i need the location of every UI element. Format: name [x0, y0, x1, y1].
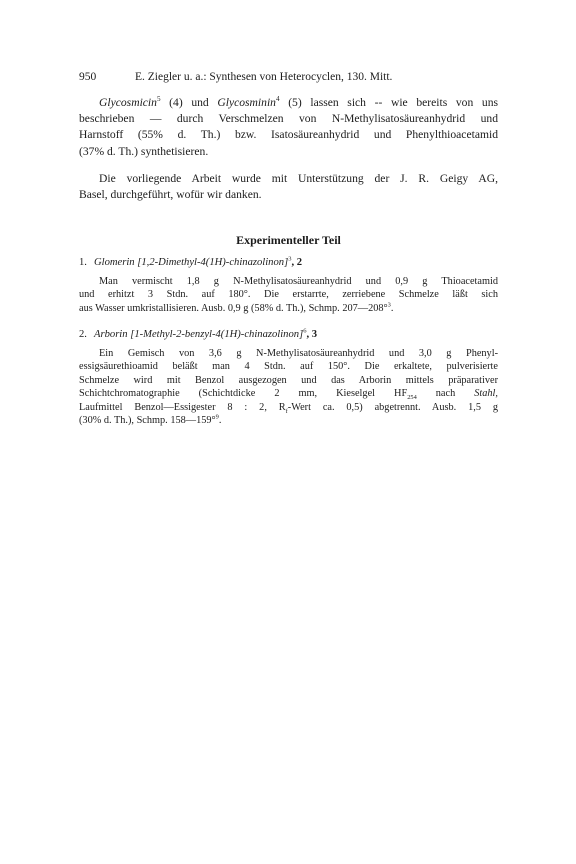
body-line: Schmelze wird mit Benzol ausgezogen und das Arborin mittels präparativer [79, 374, 498, 386]
reference-sup: 6 [303, 327, 307, 335]
intro-line: beschrieben — durch Verschmelzen von N-Methylisatosäureanhydrid und [79, 112, 498, 126]
body-line [79, 401, 498, 414]
body-line: und erhitzt 3 Stdn. auf 180°. Die erstarrte, zerriebene Schmelze läßt sich [79, 289, 498, 301]
text-run: (30% d. Th.), Schmp. 158—159° [79, 415, 216, 427]
running-header [79, 71, 499, 83]
item-1-body [79, 275, 498, 315]
text-run: nach [416, 388, 475, 400]
intro-paragraph-2 [79, 171, 498, 203]
reference-sup: 5 [156, 95, 161, 104]
body-line [79, 387, 498, 400]
text-run: . [218, 415, 222, 427]
reference-sup: 9 [215, 413, 219, 421]
item-1-heading [79, 257, 499, 268]
body-line: essigsäurethioamid beläßt man 4 Stdn. auf 150°. Die erkaltete, pulverisierte [79, 361, 498, 373]
body-line: Ein Gemisch von 3,6 g N-Methylisatosäureanhydrid und 3,0 g Phenyl- [99, 348, 498, 359]
author-name: Stahl, [474, 388, 498, 400]
text-run: (4) und [160, 96, 218, 109]
compound-number: , 3 [306, 329, 318, 340]
page-number: 950 [79, 71, 97, 83]
intro-line: Basel, durchgeführt, wofür wir danken. [79, 188, 262, 202]
compound-name: Glycosmicin [99, 96, 157, 109]
subscript: f [285, 407, 288, 415]
item-2-body [79, 347, 498, 427]
intro-line [79, 95, 498, 111]
body-line [79, 414, 498, 427]
running-title: E. Ziegler u. a.: Synthesen von Heterocyclen, 130. Mitt. [135, 71, 393, 83]
item-title: Arborin [1-Methyl-2-benzyl-4(1H)-chinazolinon] [94, 329, 304, 340]
text-run: -Wert ca. 0,5) abgetrennt. Ausb. 1,5 g [287, 401, 498, 413]
reference-sup: 3 [387, 301, 391, 309]
compound-number: , 2 [291, 257, 303, 268]
compound-name: Glycosminin [217, 96, 276, 109]
text-run: . [390, 302, 394, 314]
body-line [79, 302, 498, 315]
item-number: 2. [79, 329, 87, 340]
intro-paragraph-1 [79, 95, 498, 160]
intro-line: Harnstoff (55% d. Th.) bzw. Isatosäureanhydrid und Phenylthioacetamid [79, 128, 498, 142]
body-line: Man vermischt 1,8 g N-Methylisatosäureanhydrid und 0,9 g Thioacetamid [99, 276, 498, 287]
item-number: 1. [79, 257, 87, 268]
text-run: aus Wasser umkristallisieren. Ausb. 0,9 g (58% d. Th.), Schmp. 207—208° [79, 302, 388, 314]
intro-line: Die vorliegende Arbeit wurde mit Unterstützung der J. R. Geigy AG, [99, 172, 498, 185]
section-heading: Experimenteller Teil [236, 233, 341, 247]
item-title: Glomerin [1,2-Dimethyl-4(1H)-chinazolinon] [94, 257, 289, 268]
item-2-heading [79, 329, 499, 340]
text-run: (5) lassen sich -- wie bereits von uns [279, 96, 499, 109]
text-run: Schichtchromatographie (Schichtdicke 2 mm, Kieselgel HF [79, 388, 408, 400]
reference-sup: 4 [275, 95, 280, 104]
text-run: Laufmittel Benzol—Essigester 8 : 2, R [79, 401, 286, 413]
reference-sup: 3 [288, 255, 292, 263]
intro-line: (37% d. Th.) synthetisieren. [79, 144, 209, 158]
subscript: 254 [407, 394, 417, 402]
